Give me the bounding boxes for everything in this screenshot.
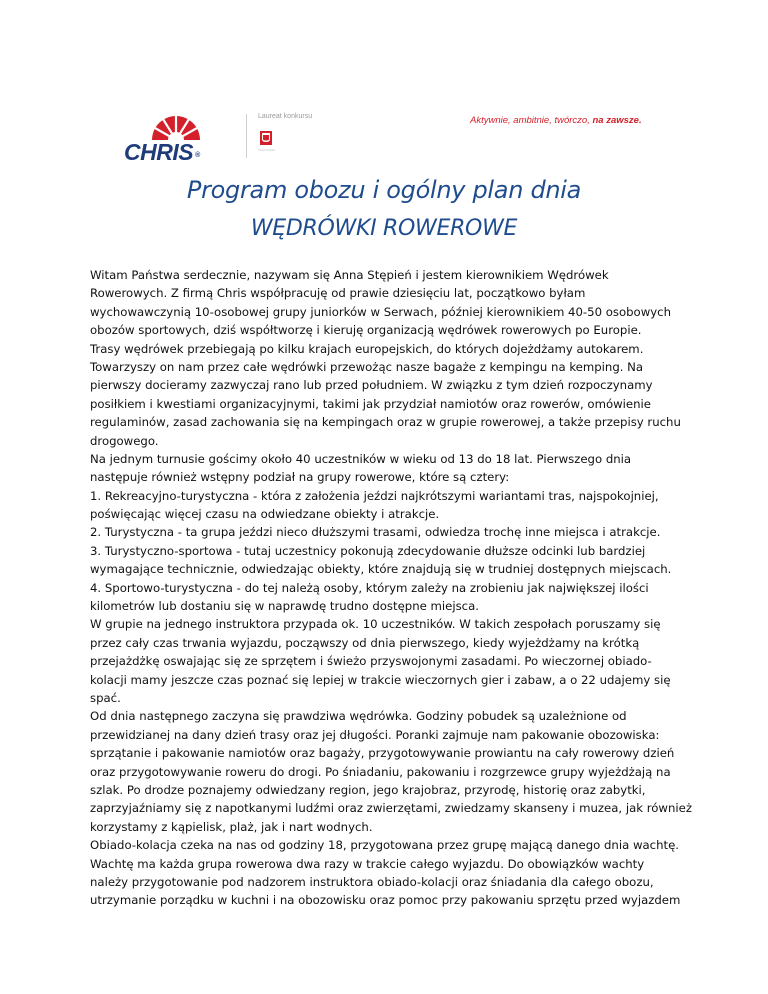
text-line: Towarzyszy on nam przez całe wędrówki przewożąc nasze bagaże z kempingu na kemping. Na bbox=[90, 359, 644, 374]
text-line: obozów sportowych, dziś współtworzę i kieruję organizacją wędrówek rowerowych po Europie. bbox=[90, 323, 642, 338]
laureat-label: Laureat konkursu bbox=[258, 113, 313, 120]
text-line: 2. Turystyczna - ta grupa jeździ nieco dłuższymi trasami, odwiedza trochę inne miejsca i atrakcje. bbox=[90, 525, 661, 540]
tagline: Aktywnie, ambitnie, twórczo, na zawsze. bbox=[470, 115, 642, 126]
text-line: sprzątanie i pakowanie namiotów oraz bagaży, przygotowywanie prowiantu na cały rowerowy dzień bbox=[90, 746, 675, 761]
page-header bbox=[0, 100, 768, 165]
header-divider bbox=[246, 114, 247, 158]
text-line: Na jednym turnusie gościmy około 40 uczestników w wieku od 13 do 18 lat. Pierwszego dnia bbox=[90, 451, 632, 466]
text-line: należy przygotowanie pod nadzorem instruktora obiado-kolacji oraz śniadania dla całego obozu, bbox=[90, 874, 654, 889]
text-line: posiłkiem i kwestiami organizacyjnymi, takimi jak przydział namiotów oraz rowerów, omówienie bbox=[90, 396, 651, 411]
text-line: Trasy wędrówek przebiegają po kilku krajach europejskich, do których dojeżdżamy autokarem. bbox=[90, 341, 644, 356]
teraz-polska-award-icon bbox=[258, 130, 274, 146]
text-line: kolacji mamy jeszcze czas poznać się lepiej w trakcie wieczornych gier i zabaw, a o 22 udajemy się bbox=[90, 672, 671, 687]
text-line: Rowerowych. Z firmą Chris współpracuję od prawie dziesięciu lat, początkowo byłam bbox=[90, 286, 586, 301]
text-line: następuje również wstępny podział na grupy rowerowe, które są cztery: bbox=[90, 470, 510, 485]
text-line: 4. Sportowo-turystyczna - do tej należą osoby, którym zależy na zrobieniu jak największej ilości bbox=[90, 580, 649, 595]
page-title: Program obozu i ogólny plan dnia bbox=[186, 176, 582, 204]
text-line: szlak. Po drodze poznajemy odwiedzany region, jego krajobraz, przyrodę, historię oraz zabytki, bbox=[90, 782, 646, 797]
award-caption: Teraz Polska bbox=[258, 148, 276, 152]
text-line: 1. Rekreacyjno-turystyczna - która z założenia jeździ najkrótszymi wariantami tras, najspokojniej, bbox=[90, 488, 659, 503]
body-text bbox=[90, 266, 692, 910]
text-line: drogowego. bbox=[90, 433, 159, 448]
text-line: Od dnia następnego zaczyna się prawdziwa wędrówka. Godziny pobudek są uzależnione od bbox=[90, 709, 627, 724]
text-line: wychowawczynią 10-osobowej grupy juniorków w Serwach, później kierownikiem 40-50 osobowych bbox=[90, 304, 672, 319]
text-line: regulaminów, zasad zachowania się na kempingach oraz w grupie rowerowej, a także przepisy ruchu bbox=[90, 415, 681, 430]
text-line: zaprzyjaźniamy się z napotkanymi ludźmi oraz zwierzętami, zwiedzamy skanseny i muzea, jak również bbox=[90, 801, 692, 816]
text-line: Obiado-kolacja czeka na nas od godziny 18, przygotowana przez grupę mającą danego dnia wachtę. bbox=[90, 838, 679, 853]
text-line: korzystamy z kąpielisk, plaż, jak i nart wodnych. bbox=[90, 819, 373, 834]
text-line: przez cały czas trwania wyjazdu, począwszy od dnia pierwszego, kiedy wyjeżdżamy na krótką bbox=[90, 635, 640, 650]
text-line: 3. Turystyczno-sportowa - tutaj uczestnicy pokonują zdecydowanie dłuższe odcinki lub bardziej bbox=[90, 543, 646, 558]
text-line: oraz przygotowywanie roweru do drogi. Po śniadaniu, pakowaniu i rozgrzewce grupy wyjeżdżają na bbox=[90, 764, 671, 779]
text-line: spać. bbox=[90, 690, 121, 705]
text-line: W grupie na jednego instruktora przypada ok. 10 uczestników. W takich zespołach poruszamy się bbox=[90, 617, 661, 632]
chris-logo bbox=[124, 112, 234, 165]
sun-dome-icon bbox=[148, 112, 204, 140]
text-line: kilometrów lub dostaniu się w naprawdę trudno dostępne miejsca. bbox=[90, 599, 479, 614]
logo-wordmark: CHRIS ® bbox=[124, 139, 200, 165]
text-line: przewidzianej na dany dzień trasy oraz jej długości. Poranki zajmuje nam pakowanie obozowiska: bbox=[90, 727, 660, 742]
text-line: utrzymanie porządku w kuchni i na obozowisku oraz pomoc przy pakowaniu sprzętu przed wyjazdem bbox=[90, 893, 681, 908]
page-subtitle: WĘDRÓWKI ROWEROWE bbox=[250, 216, 518, 241]
text-line: przejażdżkę oswajając się ze sprzętem i świeżo przyswojonymi zasadami. Po wieczornej obiado- bbox=[90, 654, 652, 669]
text-line: Witam Państwa serdecznie, nazywam się Anna Stępień i jestem kierownikiem Wędrówek bbox=[90, 268, 609, 282]
text-line: wymagające technicznie, odwiedzając obiekty, które znajdują się w trudniej dostępnych miejscach. bbox=[90, 562, 672, 577]
text-line: poświęcając więcej czasu na odwiedzane obiekty i atrakcje. bbox=[90, 507, 440, 522]
text-line: pierwszy docieramy zazwyczaj rano lub przed południem. W związku z tym dzień rozpoczynamy bbox=[90, 378, 653, 393]
text-line: Wachtę ma każda grupa rowerowa dwa razy w trakcie całego wyjazdu. Do obowiązków wachty bbox=[90, 856, 645, 871]
